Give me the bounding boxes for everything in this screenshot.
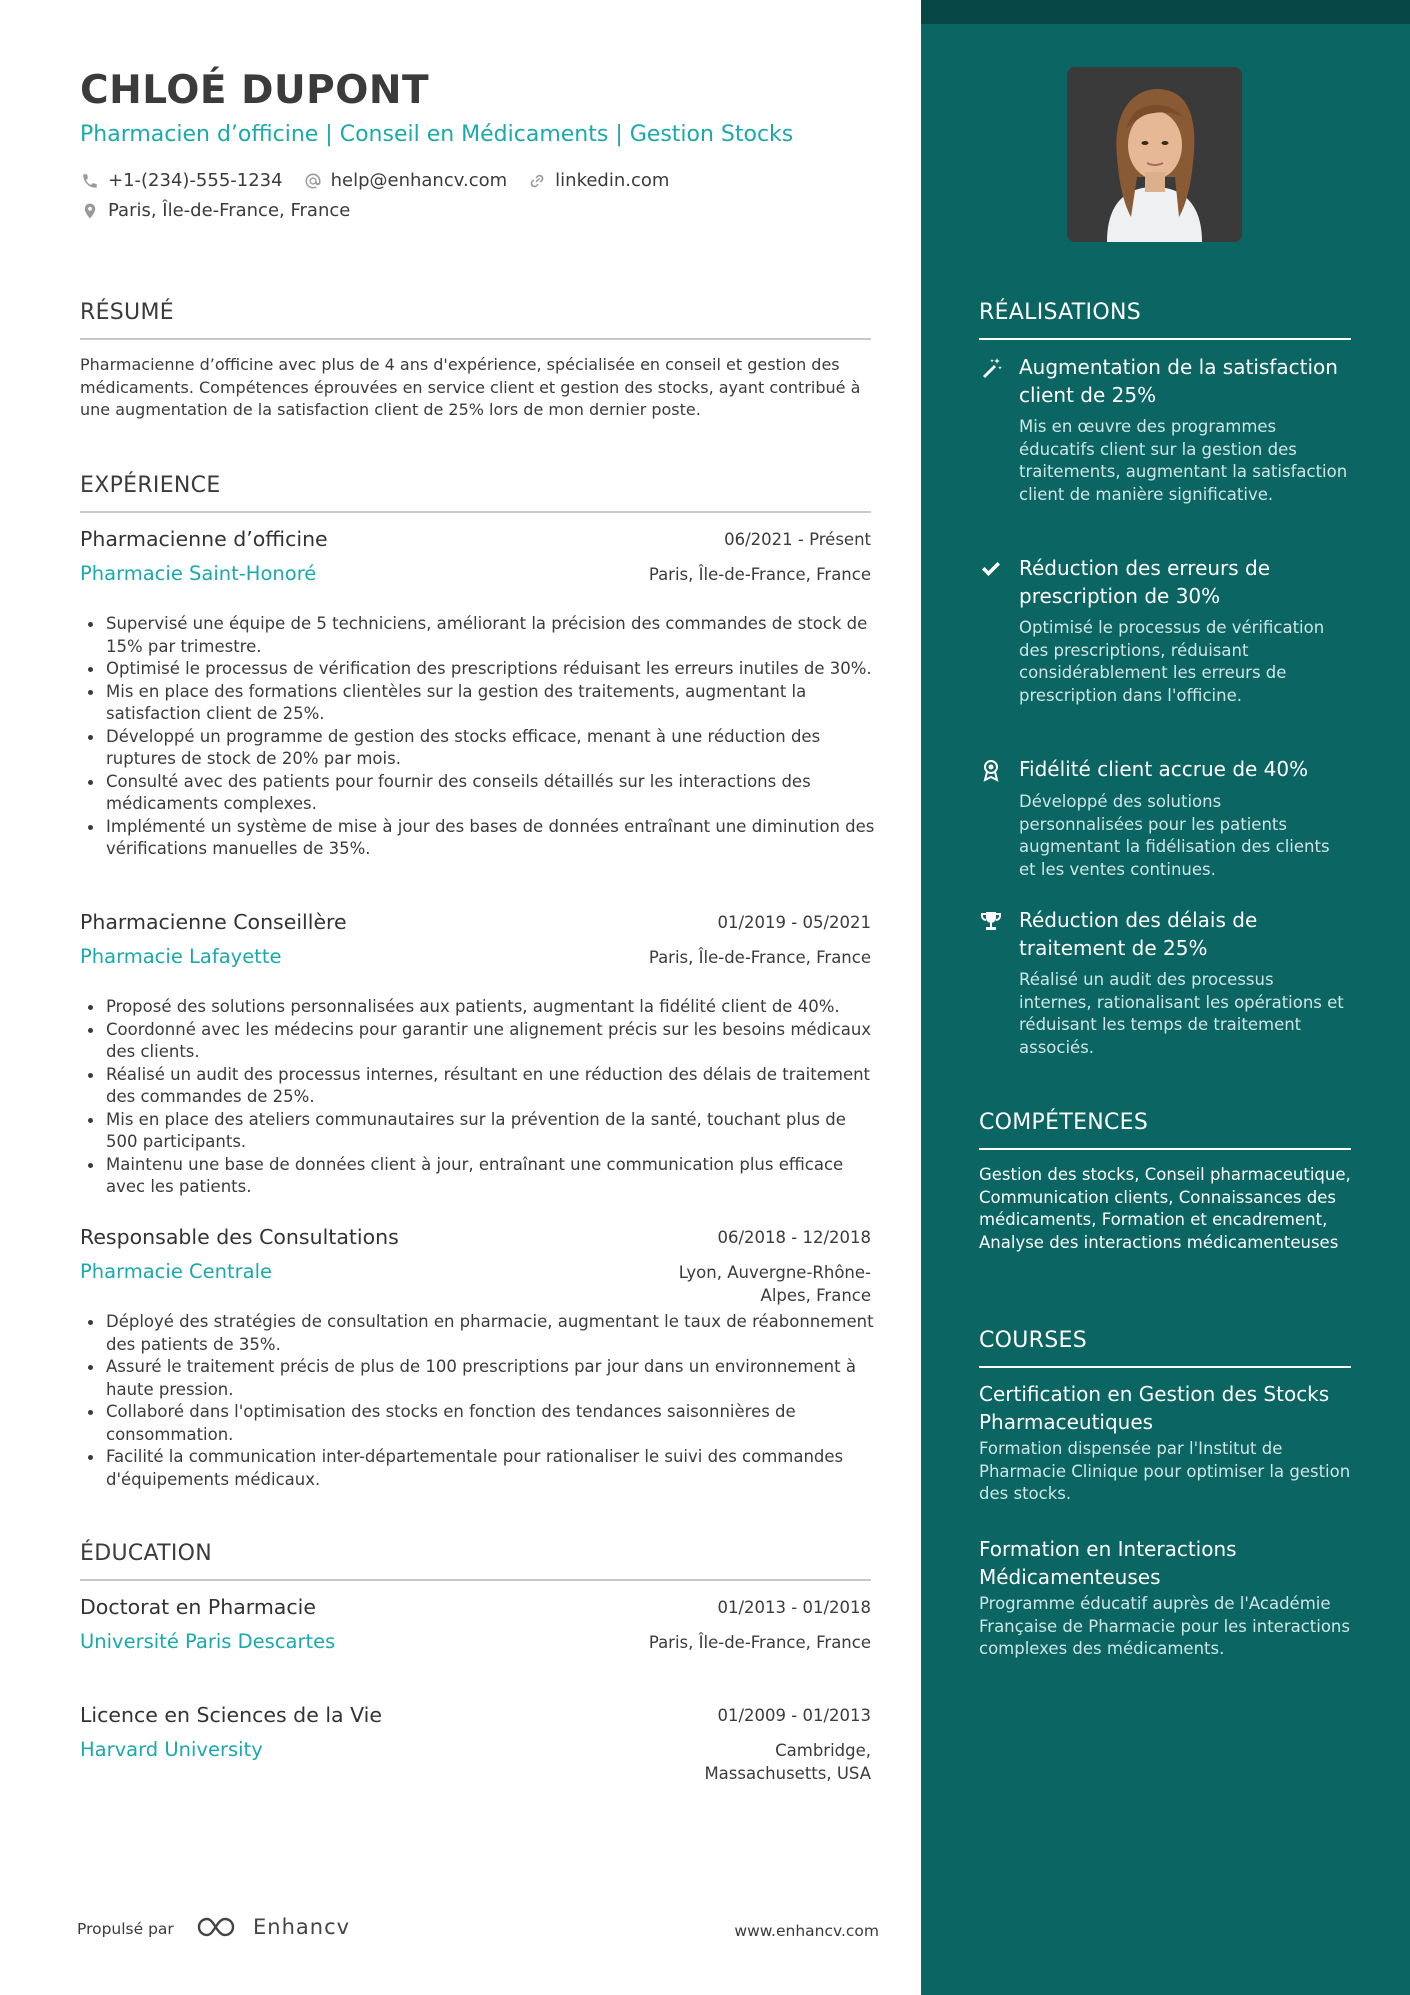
school-name: Harvard University — [80, 1738, 263, 1761]
contact-row — [80, 170, 689, 191]
skills-text: Gestion des stocks, Conseil pharmaceutique, Communication clients, Connaissances des médicaments, Formation et encadrement, Analyse des interactions médicamenteuses — [979, 1165, 1351, 1252]
job-bullet: Maintenu une base de données client à jour, entraînant une communication plus efficace avec les patients. — [80, 1154, 880, 1199]
job-bullet: Facilité la communication inter-départementale pour rationaliser le suivi des commandes d'équipements médicaux. — [80, 1446, 880, 1491]
job-bullet: Développé un programme de gestion des stocks efficace, menant à une réduction des ruptures de stock de 20% par mois. — [80, 726, 880, 771]
job-bullets — [80, 996, 880, 1199]
job-bullet: Consulté avec des patients pour fournir des conseils détaillés sur les interactions des médicaments complexes. — [80, 771, 880, 816]
footer-url[interactable]: www.enhancv.com — [734, 1922, 879, 1940]
linkedin-link[interactable]: linkedin.com — [555, 170, 670, 191]
headline: Pharmacien d’officine | Conseil en Médicaments | Gestion Stocks — [80, 122, 794, 147]
sidebar-top-band — [921, 0, 1410, 24]
magic-wand-icon — [979, 356, 1003, 380]
achievement-desc: Développé des solutions personnalisées pour les patients augmentant la fidélisation des clients et les ventes continues. — [1019, 792, 1330, 879]
education-dates: 01/2013 - 01/2018 — [717, 1598, 871, 1617]
job-dates: 01/2019 - 05/2021 — [717, 913, 871, 932]
achievement-title: Fidélité client accrue de 40% — [1019, 757, 1309, 781]
trophy-icon — [979, 909, 1003, 933]
phone-item — [80, 170, 283, 191]
job-location: Paris, Île-de-France, France — [648, 565, 871, 584]
education-location: Cambridge, Massachusetts, USA — [704, 1741, 871, 1783]
course-desc: Formation dispensée par l'Institut de Pharmacie Clinique pour optimiser la gestion des stocks. — [979, 1439, 1351, 1503]
achievement-title: Réduction des erreurs de prescription de 30% — [1019, 556, 1271, 608]
skills-heading: COMPÉTENCES — [979, 1110, 1149, 1135]
course-title: Certification en Gestion des Stocks Pharmaceutiques — [979, 1382, 1330, 1434]
job-bullet: Déployé des stratégies de consultation en pharmacie, augmentant le taux de réabonnement des patients de 35%. — [80, 1311, 880, 1356]
at-sign-icon — [303, 171, 323, 191]
profile-photo — [1067, 67, 1242, 242]
education-dates: 01/2009 - 01/2013 — [717, 1706, 871, 1725]
email-link[interactable]: help@enhancv.com — [330, 170, 508, 191]
job-dates: 06/2021 - Présent — [724, 530, 871, 549]
degree-title: Licence en Sciences de la Vie — [80, 1703, 382, 1727]
job-bullet: Mis en place des formations clientèles sur la gestion des traitements, augmentant la satisfaction client de 25%. — [80, 681, 880, 726]
job-location: Paris, Île-de-France, France — [648, 948, 871, 967]
award-ribbon-icon — [979, 758, 1003, 782]
job-bullets — [80, 1311, 880, 1491]
job-bullet: Supervisé une équipe de 5 techniciens, améliorant la précision des commandes de stock de 15% par trimestre. — [80, 613, 880, 658]
education-divider — [80, 1579, 871, 1581]
location-text: Paris, Île-de-France, France — [108, 200, 351, 221]
achievements-heading: RÉALISATIONS — [979, 300, 1141, 325]
job-dates: 06/2018 - 12/2018 — [717, 1228, 871, 1247]
sidebar — [921, 0, 1410, 1995]
job-bullet: Assuré le traitement précis de plus de 100 prescriptions par jour dans un environnement à haute pression. — [80, 1356, 880, 1401]
enhancv-brand-text: Enhancv — [253, 1915, 351, 1939]
job-bullet: Réalisé un audit des processus internes, résultant en une réduction des délais de traitement des commandes de 25%. — [80, 1064, 880, 1109]
job-bullet: Mis en place des ateliers communautaires sur la prévention de la santé, touchant plus de 500 participants. — [80, 1109, 880, 1154]
courses-heading: COURSES — [979, 1328, 1087, 1353]
map-pin-icon — [80, 201, 100, 221]
skills-divider — [979, 1148, 1351, 1150]
phone-text: +1-(234)-555-1234 — [108, 170, 283, 191]
footer-powered-by: Propulsé par — [77, 1920, 174, 1938]
enhancv-logo[interactable] — [195, 1914, 350, 1940]
job-bullet: Proposé des solutions personnalisées aux patients, augmentant la fidélité client de 40%. — [80, 996, 880, 1019]
experience-divider — [80, 511, 871, 513]
school-name: Université Paris Descartes — [80, 1630, 336, 1653]
job-title: Pharmacienne Conseillère — [80, 910, 347, 934]
candidate-name: CHLOÉ DUPONT — [80, 68, 430, 113]
job-bullets — [80, 613, 880, 861]
achievement-desc: Réalisé un audit des processus internes, rationalisant les opérations et réduisant les temps de traitement associés. — [1019, 970, 1344, 1057]
achievements-divider — [979, 338, 1351, 340]
education-location: Paris, Île-de-France, France — [648, 1633, 871, 1652]
course-item — [979, 1536, 1359, 1661]
location-row — [80, 200, 370, 221]
linkedin-item[interactable] — [527, 170, 669, 191]
achievement-title: Augmentation de la satisfaction client de 25% — [1019, 355, 1338, 407]
email-item[interactable] — [303, 170, 508, 191]
job-location: Lyon, Auvergne-Rhône-Alpes, France — [678, 1263, 871, 1305]
job-bullet: Implémenté un système de mise à jour des bases de données entraînant une diminution des vérifications manuelles de 35%. — [80, 816, 880, 861]
job-company: Pharmacie Centrale — [80, 1260, 273, 1283]
course-desc: Programme éducatif auprès de l'Académie Française de Pharmacie pour les interactions complexes des médicaments. — [979, 1594, 1350, 1658]
achievement-desc: Optimisé le processus de vérification des prescriptions, réduisant considérablement les erreurs de prescription dans l'officine. — [1019, 618, 1325, 705]
summary-heading: RÉSUMÉ — [80, 300, 174, 325]
checkmark-icon — [979, 557, 1003, 581]
job-bullet: Collaboré dans l'optimisation des stocks en fonction des tendances saisonnières de consommation. — [80, 1401, 880, 1446]
link-icon — [527, 171, 547, 191]
achievement-title: Réduction des délais de traitement de 25% — [1019, 908, 1258, 960]
job-bullet: Coordonné avec les médecins pour garantir une alignement précis sur les besoins médicaux des clients. — [80, 1019, 880, 1064]
experience-heading: EXPÉRIENCE — [80, 473, 221, 498]
courses-divider — [979, 1366, 1351, 1368]
education-heading: ÉDUCATION — [80, 1541, 213, 1566]
job-title: Pharmacienne d’officine — [80, 527, 328, 551]
enhancv-logo-icon — [195, 1914, 243, 1940]
job-title: Responsable des Consultations — [80, 1225, 399, 1249]
job-bullet: Optimisé le processus de vérification des prescriptions réduisant les erreurs inutiles de 30%. — [80, 658, 880, 681]
phone-icon — [80, 171, 100, 191]
job-company: Pharmacie Saint-Honoré — [80, 562, 317, 585]
course-item — [979, 1381, 1359, 1506]
summary-text: Pharmacienne d’officine avec plus de 4 ans d'expérience, spécialisée en conseil et gestion des médicaments. Compétences éprouvées en service client et gestion des stocks, ayant contribué à une augmentation de la satisfaction client de 25% lors de mon dernier poste. — [80, 355, 861, 419]
degree-title: Doctorat en Pharmacie — [80, 1595, 316, 1619]
course-title: Formation en Interactions Médicamenteuses — [979, 1537, 1237, 1589]
summary-divider — [80, 338, 871, 340]
location-item — [80, 200, 350, 221]
job-company: Pharmacie Lafayette — [80, 945, 282, 968]
achievement-desc: Mis en œuvre des programmes éducatifs client sur la gestion des traitements, augmentant la satisfaction client de manière significative. — [1019, 417, 1348, 504]
